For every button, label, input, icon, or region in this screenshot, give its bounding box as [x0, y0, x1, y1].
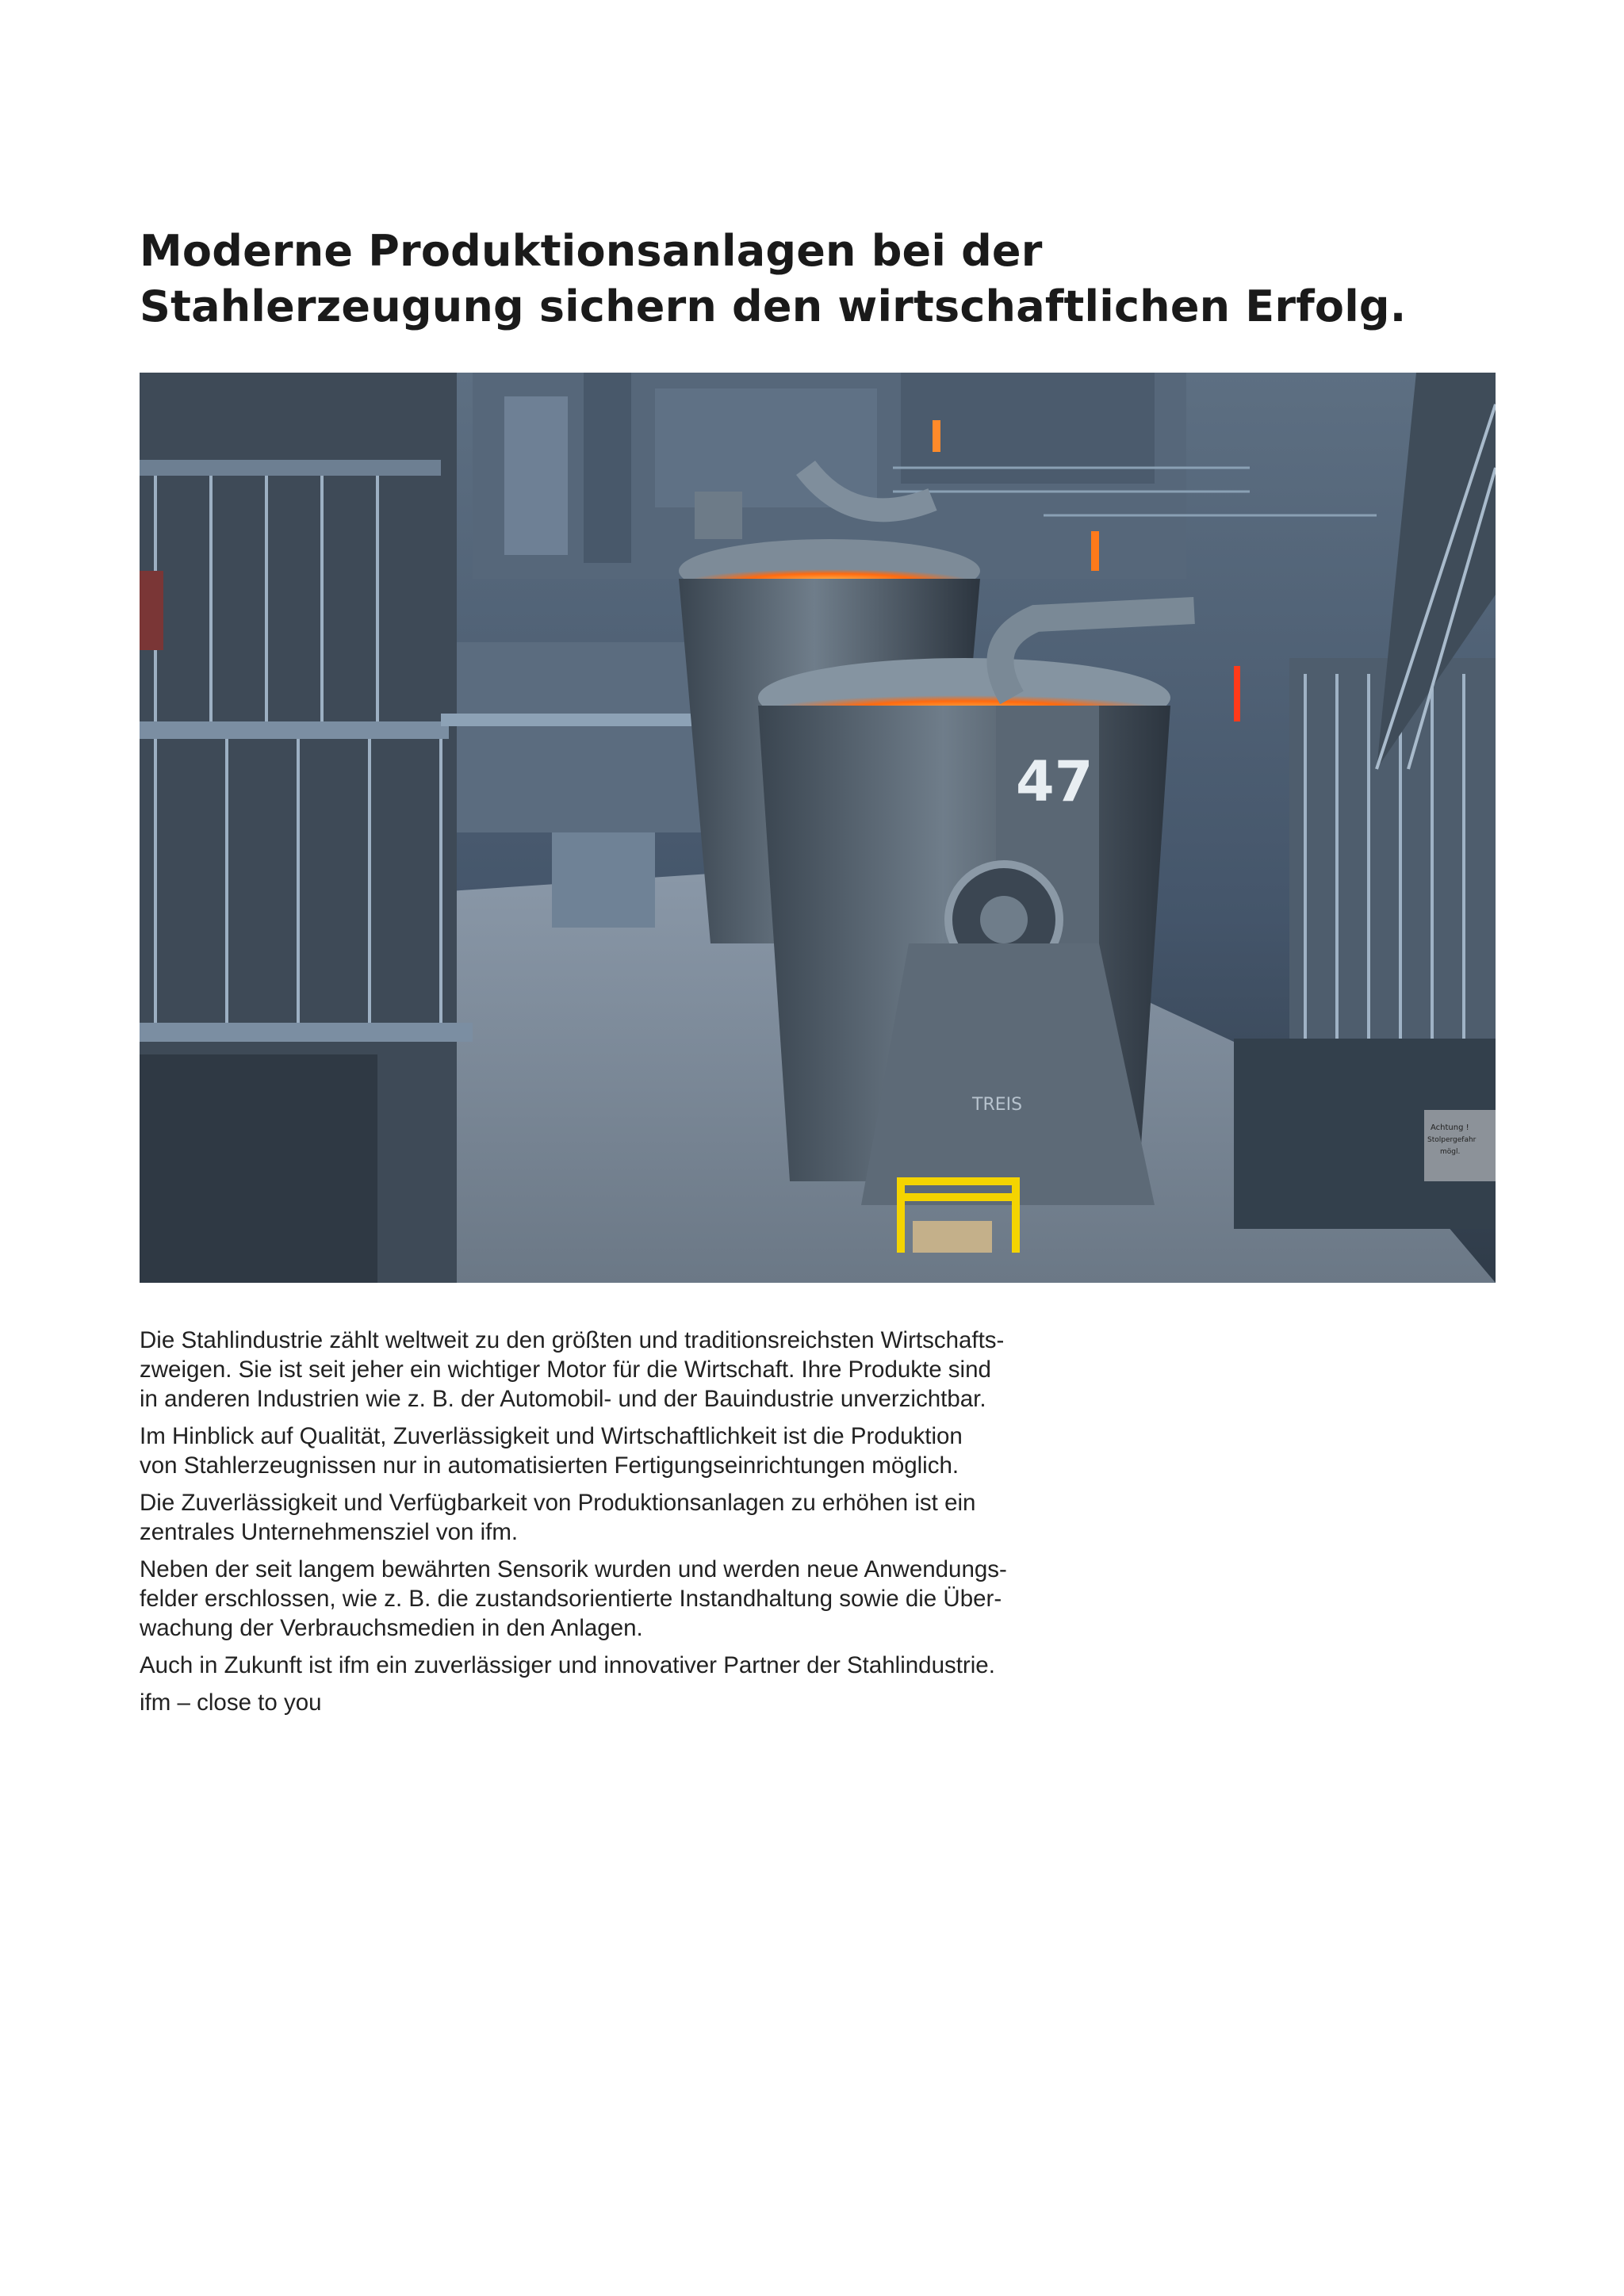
text-line: von Stahlerzeugnissen nur in automatisierten Fertigungseinrichtungen möglich.: [140, 1452, 959, 1479]
slogan-line: ifm – close to you: [140, 1689, 322, 1716]
paragraph-slogan: [140, 1688, 1036, 1717]
sign-line-3: mögl.: [1440, 1148, 1461, 1156]
text-line: zentrales Unternehmensziel von ifm.: [140, 1519, 519, 1545]
page-title: [140, 224, 1488, 335]
ladle-number: 47: [1016, 749, 1094, 814]
steel-plant-photo: [140, 373, 1496, 1283]
text-line: Im Hinblick auf Qualität, Zuverlässigkeit und Wirtschaftlichkeit ist die Produktion: [140, 1423, 963, 1449]
text-line: wachung der Verbrauchsmedien in den Anlagen.: [140, 1615, 643, 1641]
paragraph-5: [140, 1651, 1036, 1680]
text-line: Die Stahlindustrie zählt weltweit zu den größten und traditionsreichsten Wirtschafts-: [140, 1327, 1005, 1353]
paragraph-3: [140, 1488, 1036, 1547]
steel-ladles-illustration: [140, 373, 1496, 1283]
text-line: Die Zuverlässigkeit und Verfügbarkeit von Produktionsanlagen zu erhöhen ist ein: [140, 1490, 976, 1516]
sign-line-2: Stolpergefahr: [1427, 1136, 1477, 1144]
paragraph-4: [140, 1555, 1036, 1643]
paragraph-2: [140, 1422, 1036, 1480]
text-line: Neben der seit langem bewährten Sensorik wurden und werden neue Anwendungs-: [140, 1556, 1007, 1582]
warning-sign: [1424, 1110, 1496, 1181]
paragraph-1: [140, 1326, 1036, 1414]
front-ladle: [758, 610, 1194, 1205]
sign-line-1: Achtung !: [1431, 1123, 1469, 1132]
title-line-2: Stahlerzeugung sichern den wirtschaftlichen Erfolg.: [140, 281, 1407, 331]
text-line: zweigen. Sie ist seit jeher ein wichtiger Motor für die Wirtschaft. Ihre Produkte sind: [140, 1357, 991, 1383]
text-line: Auch in Zukunft ist ifm ein zuverlässiger und innovativer Partner der Stahlindustrie.: [140, 1652, 995, 1678]
body-text: [140, 1326, 1036, 1725]
text-line: felder erschlossen, wie z. B. die zustandsorientierte Instandhaltung sowie die Über-: [140, 1586, 1002, 1612]
ladle-brand: TREIS: [972, 1095, 1023, 1115]
title-line-1: Moderne Produktionsanlagen bei der: [140, 226, 1043, 276]
text-line: in anderen Industrien wie z. B. der Automobil- und der Bauindustrie unverzichtbar.: [140, 1386, 986, 1412]
